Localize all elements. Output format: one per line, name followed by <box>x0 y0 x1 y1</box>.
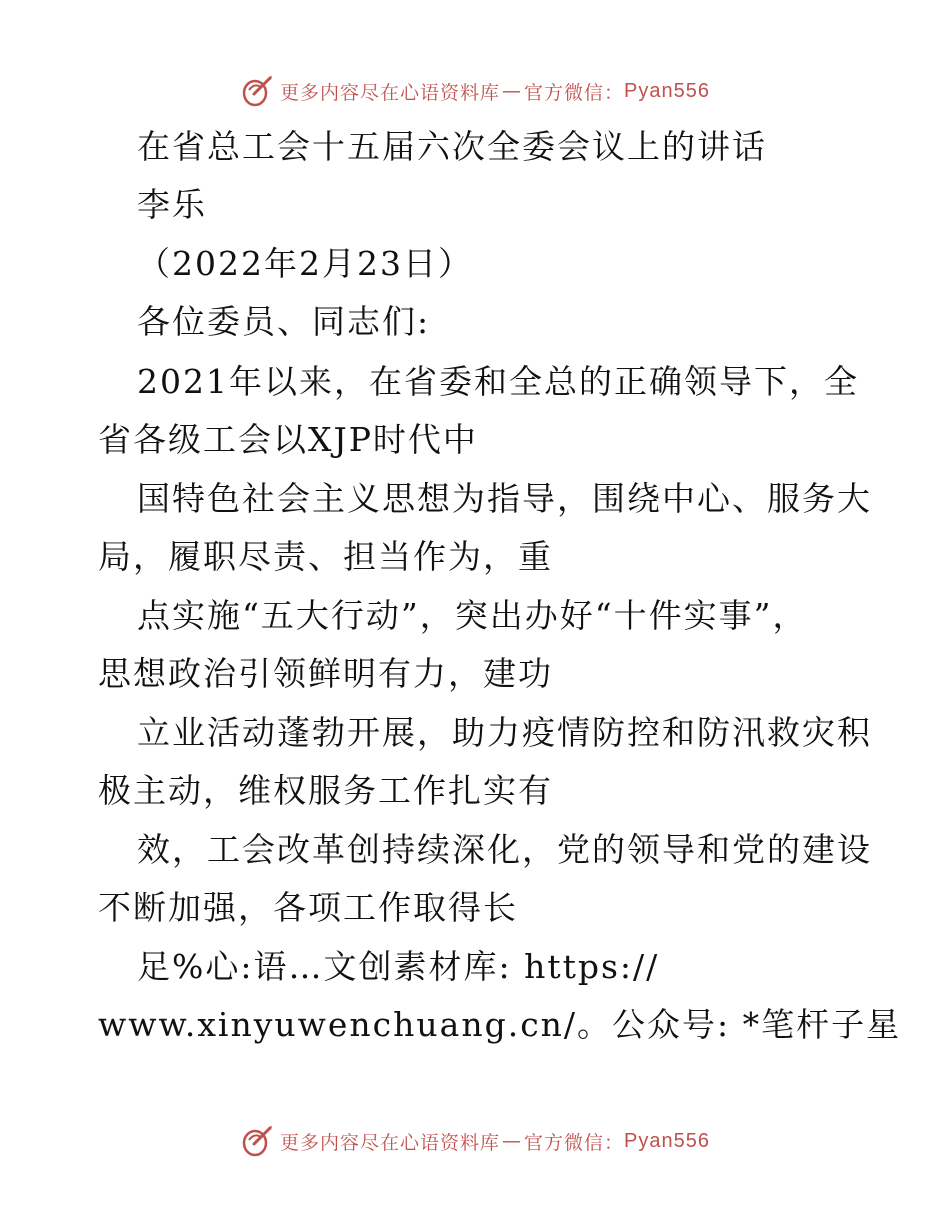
body-line: 国特色社会主义思想为指导，围绕中心、服务大 <box>137 479 872 518</box>
body-line: 省各级工会以XJP时代中 <box>98 420 478 459</box>
watermark-prefix: 更多内容尽在心语资料库 <box>280 81 501 104</box>
body-line: 极主动，维权服务工作扎实有 <box>98 771 553 810</box>
watermark-prefix: 更多内容尽在心语资料库 <box>280 1131 501 1154</box>
body-line: 点实施“五大行动”，突出办好“十件实事”， <box>137 596 808 635</box>
footer-watermark <box>0 1124 950 1158</box>
document-title: 在省总工会十五届六次全委会议上的讲话 <box>137 127 767 166</box>
mouse-pen-logo-icon <box>240 74 274 108</box>
mouse-pen-logo-icon <box>240 1124 274 1158</box>
watermark-suffix: 官方微信： <box>524 81 625 104</box>
watermark-separator: — <box>502 80 523 102</box>
document-salutation: 各位委员、同志们: <box>137 302 431 341</box>
document-author: 李乐 <box>137 185 207 224</box>
body-line: 局，履职尽责、担当作为，重 <box>98 537 553 576</box>
body-line: 足%心:语…文创素材库: https:// <box>137 947 660 986</box>
body-line: 效，工会改革创持续深化，党的领导和党的建设 <box>137 830 872 869</box>
body-line: 2021年以来，在省委和全总的正确领导下，全 <box>137 362 859 401</box>
body-line: www.xinyuwenchuang.cn/。公众号: *笔杆子星 <box>98 1005 902 1044</box>
body-line: 思想政治引领鲜明有力，建功 <box>98 654 553 693</box>
watermark-separator: — <box>502 1130 523 1152</box>
header-watermark <box>0 74 950 108</box>
document-date: （2022年2月23日） <box>137 244 473 283</box>
watermark-account: Pyan556 <box>624 79 710 102</box>
body-line: 立业活动蓬勃开展，助力疫情防控和防汛救灾积 <box>137 713 872 752</box>
watermark-suffix: 官方微信： <box>524 1131 625 1154</box>
body-line: 不断加强，各项工作取得长 <box>98 888 518 927</box>
watermark-account: Pyan556 <box>624 1129 710 1152</box>
